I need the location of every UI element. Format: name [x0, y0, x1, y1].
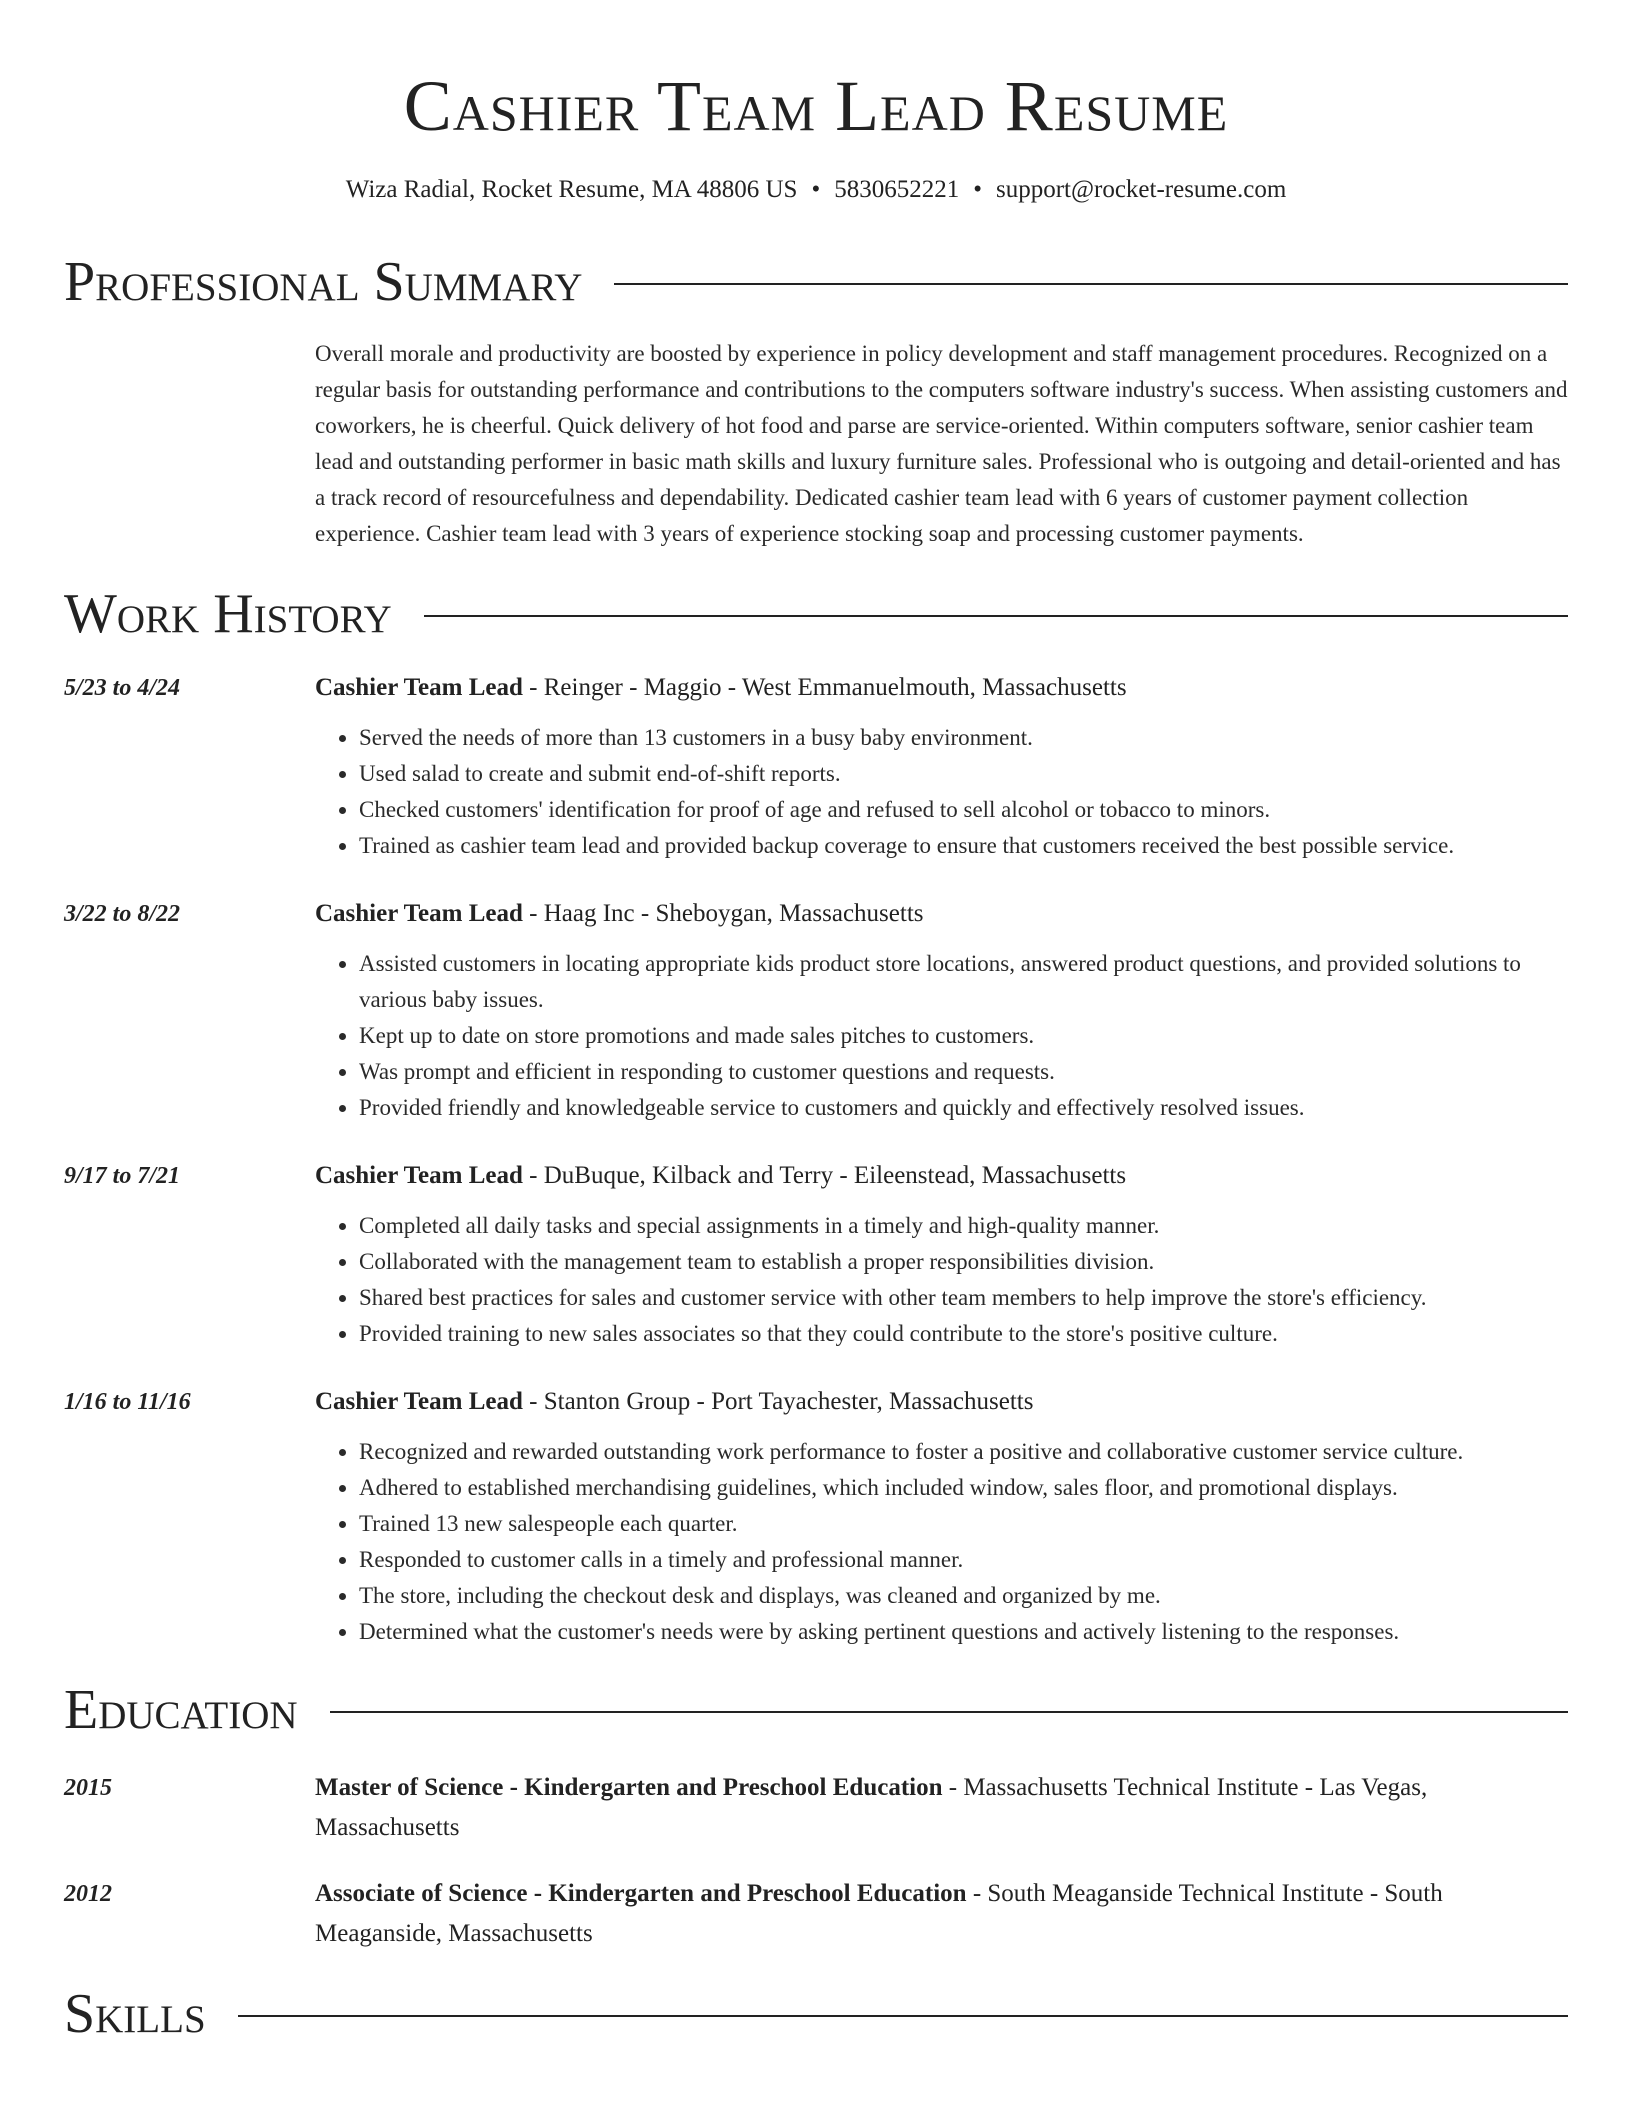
work-bullet-list — [315, 1434, 1568, 1650]
work-bullet: • Recognized and rewarded outstanding work performance to foster a positive and collaborative customer service culture. — [359, 1434, 1568, 1470]
education-year: 2012 — [64, 1881, 112, 1907]
contact-address: Wiza Radial, Rocket Resume, MA 48806 US — [345, 176, 798, 203]
work-bullet: • Adhered to established merchandising guidelines, which included window, sales floor, and promotional displays. — [359, 1470, 1568, 1506]
work-bullet: • Trained 13 new salespeople each quarter. — [359, 1506, 1568, 1542]
education-headline — [315, 1768, 1568, 1848]
education-body — [315, 1768, 1568, 1848]
work-details: - Reinger - Maggio - West Emmanuelmouth, Massachusetts — [522, 674, 1127, 701]
work-details: - Stanton Group - Port Tayachester, Massachusetts — [522, 1388, 1034, 1415]
work-bullet: • Assisted customers in locating appropriate kids product store locations, answered product questions, and provided solutions to various baby issues. — [359, 946, 1568, 1018]
work-entry — [64, 1156, 1568, 1352]
education-body — [315, 1874, 1568, 1954]
work-section-title: Work History — [64, 583, 392, 645]
work-body — [315, 894, 1568, 1126]
summary-section-title: Professional Summary — [64, 251, 583, 313]
education-entry — [64, 1768, 1568, 1848]
section-divider — [614, 283, 1568, 285]
education-year: 2015 — [64, 1775, 112, 1801]
work-bullet: • Used salad to create and submit end-of-shift reports. — [359, 756, 1568, 792]
work-bullet: • Trained as cashier team lead and provided backup coverage to ensure that customers received the best possible service. — [359, 828, 1568, 864]
work-bullet: • Provided friendly and knowledgeable service to customers and quickly and effectively resolved issues. — [359, 1090, 1568, 1126]
education-headline — [315, 1874, 1568, 1954]
work-dates: 5/23 to 4/24 — [64, 675, 181, 701]
work-bullet: • Served the needs of more than 13 customers in a busy baby environment. — [359, 720, 1568, 756]
education-details: - South Meaganside Technical Institute - South Meaganside, Massachusetts — [315, 1880, 1443, 1947]
resume-title: Cashier Team Lead Resume — [403, 66, 1229, 146]
education-degree: Master of Science - Kindergarten and Preschool Education — [315, 1774, 943, 1801]
work-entry — [64, 1382, 1568, 1650]
work-bullet: • Shared best practices for sales and customer service with other team members to help improve the store's efficiency. — [359, 1280, 1568, 1316]
work-bullet: • The store, including the checkout desk and displays, was cleaned and organized by me. — [359, 1578, 1568, 1614]
work-entry — [64, 894, 1568, 1126]
education-degree: Associate of Science - Kindergarten and Preschool Education — [315, 1880, 967, 1907]
work-entry — [64, 668, 1568, 864]
section-divider — [330, 1711, 1568, 1713]
work-details: - Haag Inc - Sheboygan, Massachusetts — [522, 900, 924, 927]
contact-line — [64, 174, 1568, 206]
work-dates: 3/22 to 8/22 — [64, 901, 181, 927]
work-role: Cashier Team Lead — [315, 674, 523, 701]
work-bullet: • Responded to customer calls in a timely and professional manner. — [359, 1542, 1568, 1578]
education-entry — [64, 1874, 1568, 1954]
summary-section-header — [64, 250, 1568, 314]
work-bullet-list — [315, 1208, 1568, 1352]
work-bullet-list — [315, 720, 1568, 864]
work-history-list — [64, 668, 1568, 1650]
work-bullet: • Collaborated with the management team to establish a proper responsibilities division. — [359, 1244, 1568, 1280]
work-section-header — [64, 582, 1568, 646]
work-bullet: • Completed all daily tasks and special assignments in a timely and high-quality manner. — [359, 1208, 1568, 1244]
work-headline — [315, 894, 1568, 934]
work-role: Cashier Team Lead — [315, 900, 523, 927]
contact-separator: • — [811, 176, 821, 203]
work-headline — [315, 1156, 1568, 1196]
work-dates: 9/17 to 7/21 — [64, 1163, 181, 1189]
work-body — [315, 1382, 1568, 1650]
work-bullet-list — [315, 946, 1568, 1126]
resume-page — [64, 0, 1568, 2046]
skills-section-header — [64, 1982, 1568, 2046]
work-body — [315, 668, 1568, 864]
education-section-header — [64, 1678, 1568, 1742]
work-dates: 1/16 to 11/16 — [64, 1389, 191, 1415]
work-bullet: • Checked customers' identification for proof of age and refused to sell alcohol or tobacco to minors. — [359, 792, 1568, 828]
work-details: - DuBuque, Kilback and Terry - Eileenstead, Massachusetts — [522, 1162, 1127, 1189]
summary-text: Overall morale and productivity are boosted by experience in policy development and staff management procedures. Recognized on a regular basis for outstanding performance and contributions to the computers software industry's success. When assisting customers and coworkers, he is cheerful. Quick delivery of hot food and parse are service-oriented. Within computers software, senior cashier team lead and outstanding performer in basic math skills and luxury furniture sales. Professional who is outgoing and detail-oriented and has a track record of resourcefulness and dependability. Dedicated cashier team lead with 6 years of customer payment collection experience. Cashier team lead with 3 years of experience stocking soap and processing customer payments. — [315, 341, 1568, 546]
contact-email[interactable]: support@rocket-resume.com — [995, 176, 1287, 203]
work-bullet: • Was prompt and efficient in responding to customer questions and requests. — [359, 1054, 1568, 1090]
work-bullet: • Determined what the customer's needs were by asking pertinent questions and actively listening to the responses. — [359, 1614, 1568, 1650]
work-headline — [315, 1382, 1568, 1422]
work-headline — [315, 668, 1568, 708]
education-section-title: Education — [64, 1679, 298, 1741]
section-divider — [424, 615, 1568, 617]
work-role: Cashier Team Lead — [315, 1162, 523, 1189]
education-details: - Massachusetts Technical Institute - Las Vegas, Massachusetts — [315, 1774, 1428, 1841]
work-bullet: • Kept up to date on store promotions and made sales pitches to customers. — [359, 1018, 1568, 1054]
contact-phone: 5830652221 — [834, 176, 960, 203]
work-body — [315, 1156, 1568, 1352]
work-bullet: • Provided training to new sales associates so that they could contribute to the store's positive culture. — [359, 1316, 1568, 1352]
section-divider — [238, 2015, 1568, 2017]
contact-separator: • — [973, 176, 982, 203]
work-role: Cashier Team Lead — [315, 1388, 523, 1415]
skills-section-title: Skills — [64, 1983, 206, 2045]
education-list — [64, 1768, 1568, 1954]
